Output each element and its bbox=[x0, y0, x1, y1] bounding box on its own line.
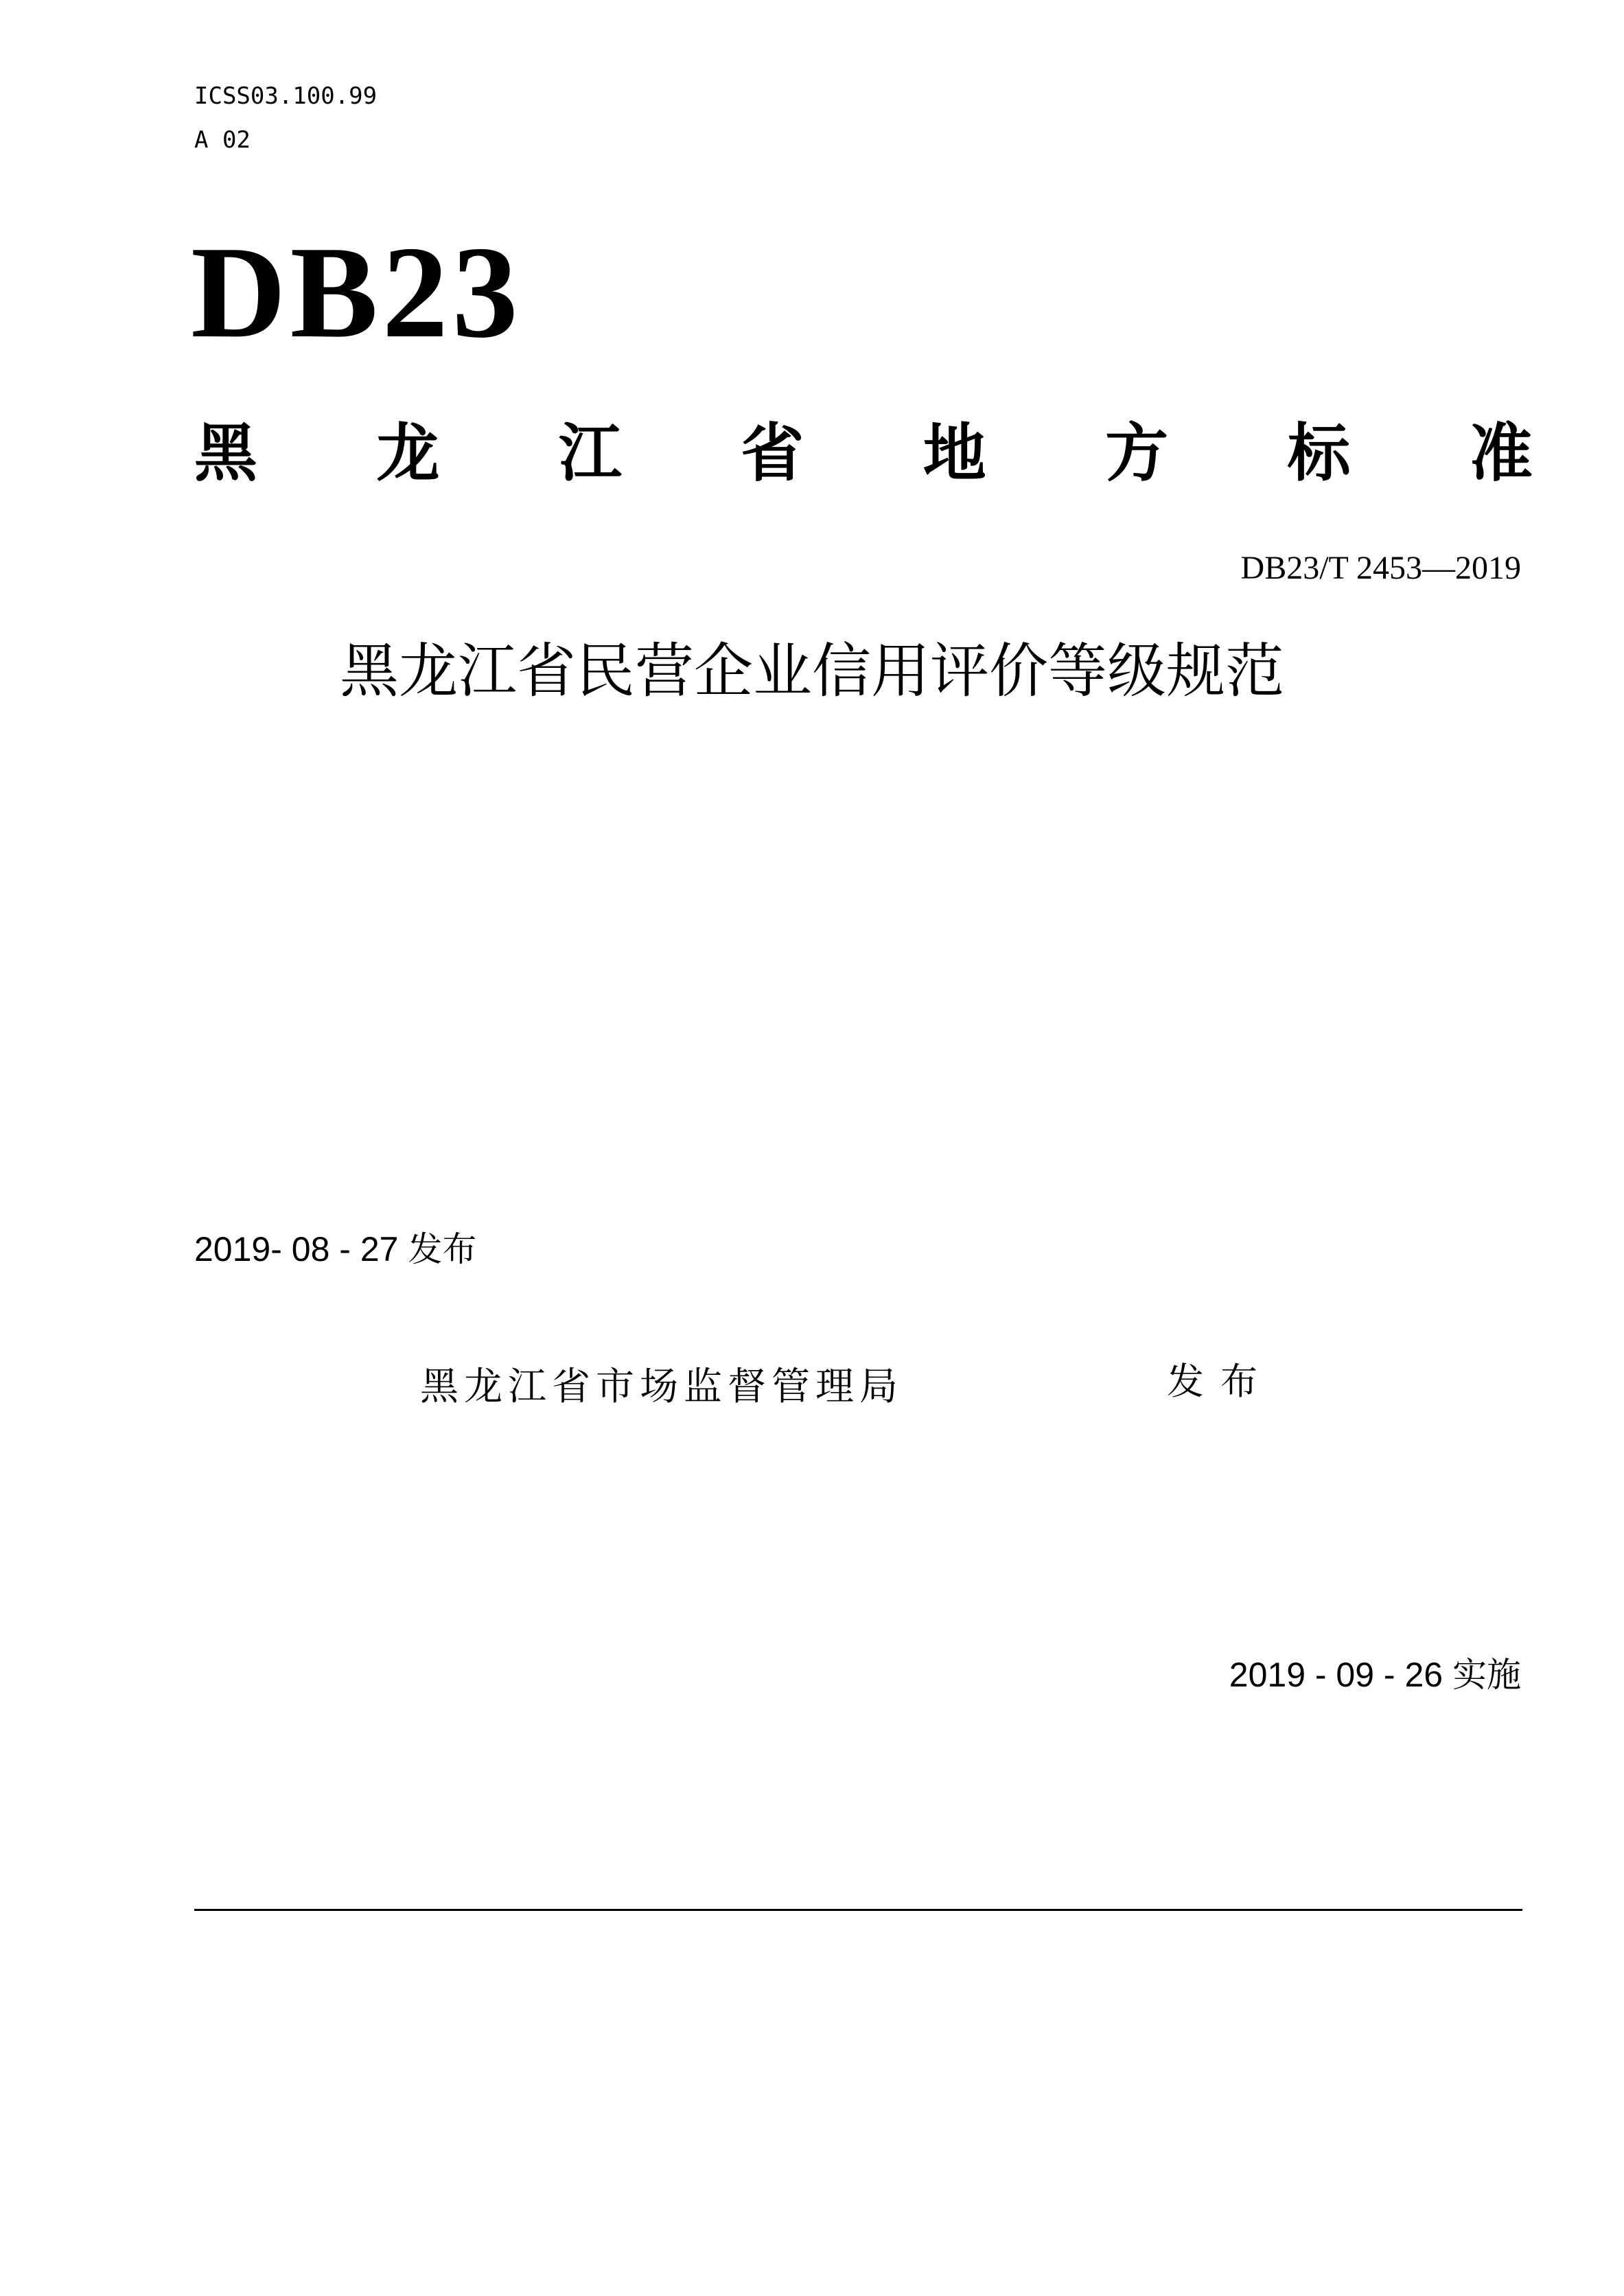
publish-date: 2019- 08 - 27 发布 bbox=[194, 1230, 477, 1268]
standard-number: DB23/T 2453—2019 bbox=[1240, 550, 1521, 586]
standard-type-char: 标 bbox=[1287, 417, 1351, 490]
standard-type-heading bbox=[194, 417, 1533, 490]
standard-type-char: 省 bbox=[741, 417, 804, 490]
document-title: 黑龙江省民营企业信用评价等级规范 bbox=[340, 637, 1284, 706]
standard-type-char: 方 bbox=[1105, 417, 1169, 490]
ics-code: ICSS03.100.99 bbox=[194, 82, 378, 110]
footer-divider bbox=[194, 1909, 1522, 1911]
standard-type-char: 地 bbox=[923, 417, 986, 490]
standard-type-char: 准 bbox=[1469, 417, 1533, 490]
issuer-suffix: 发布 bbox=[1167, 1360, 1274, 1403]
implementation-date: 2019 - 09 - 26 实施 bbox=[1229, 1656, 1521, 1694]
issuer-name: 黑龙江省市场监督管理局 bbox=[420, 1365, 903, 1409]
standard-type-char: 黑 bbox=[194, 417, 258, 490]
standard-type-char: 龙 bbox=[376, 417, 440, 490]
standard-logo: DB23 bbox=[191, 219, 522, 365]
standard-type-char: 江 bbox=[558, 417, 622, 490]
ccs-code: A 02 bbox=[194, 126, 251, 154]
